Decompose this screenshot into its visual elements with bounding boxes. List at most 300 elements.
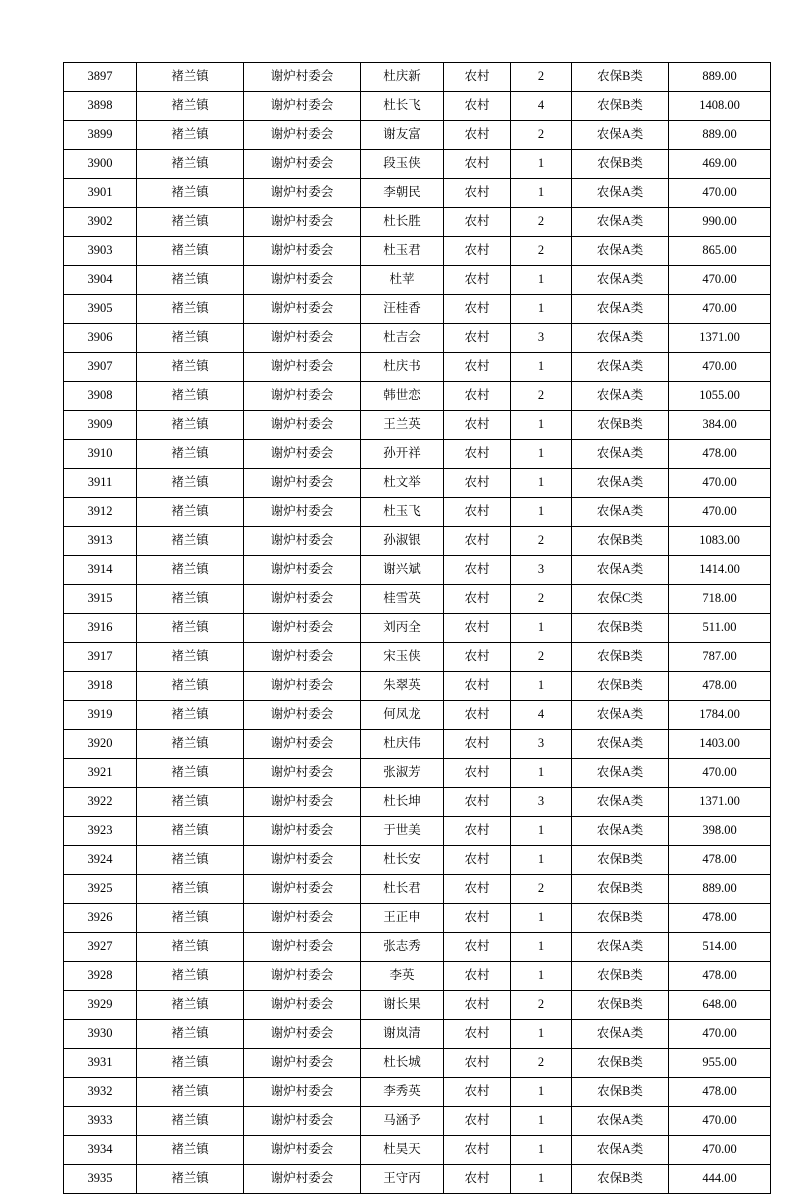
row-category: 农保A类	[572, 208, 669, 237]
row-id: 3934	[64, 1136, 137, 1165]
row-village: 谢炉村委会	[244, 1078, 361, 1107]
row-amount: 478.00	[669, 1078, 771, 1107]
row-id: 3908	[64, 382, 137, 411]
table-row	[64, 121, 771, 150]
table-row	[64, 469, 771, 498]
row-name: 何凤龙	[361, 701, 444, 730]
table-row	[64, 672, 771, 701]
table-row	[64, 1107, 771, 1136]
row-name: 李秀英	[361, 1078, 444, 1107]
row-amount: 470.00	[669, 295, 771, 324]
row-category: 农保C类	[572, 585, 669, 614]
row-id: 3920	[64, 730, 137, 759]
row-amount: 478.00	[669, 962, 771, 991]
table-row	[64, 701, 771, 730]
row-town: 褚兰镇	[137, 179, 244, 208]
table-row	[64, 92, 771, 121]
row-household-type: 农村	[444, 788, 511, 817]
row-category: 农保A类	[572, 382, 669, 411]
row-category: 农保A类	[572, 266, 669, 295]
table-row	[64, 1165, 771, 1194]
row-id: 3910	[64, 440, 137, 469]
row-village: 谢炉村委会	[244, 904, 361, 933]
row-name: 杜文举	[361, 469, 444, 498]
row-village: 谢炉村委会	[244, 1136, 361, 1165]
row-person-count: 1	[511, 1107, 572, 1136]
row-category: 农保B类	[572, 150, 669, 179]
row-category: 农保A类	[572, 759, 669, 788]
row-town: 褚兰镇	[137, 527, 244, 556]
row-amount: 470.00	[669, 469, 771, 498]
row-person-count: 1	[511, 962, 572, 991]
row-town: 褚兰镇	[137, 556, 244, 585]
row-village: 谢炉村委会	[244, 237, 361, 266]
row-category: 农保A类	[572, 179, 669, 208]
table-row	[64, 324, 771, 353]
row-household-type: 农村	[444, 643, 511, 672]
row-town: 褚兰镇	[137, 63, 244, 92]
row-id: 3933	[64, 1107, 137, 1136]
row-household-type: 农村	[444, 759, 511, 788]
row-name: 王兰英	[361, 411, 444, 440]
row-id: 3922	[64, 788, 137, 817]
row-category: 农保A类	[572, 121, 669, 150]
row-amount: 470.00	[669, 759, 771, 788]
row-name: 杜玉飞	[361, 498, 444, 527]
row-category: 农保B类	[572, 904, 669, 933]
row-id: 3932	[64, 1078, 137, 1107]
row-town: 褚兰镇	[137, 150, 244, 179]
row-village: 谢炉村委会	[244, 875, 361, 904]
row-village: 谢炉村委会	[244, 440, 361, 469]
row-name: 汪桂香	[361, 295, 444, 324]
row-town: 褚兰镇	[137, 469, 244, 498]
row-name: 谢兴斌	[361, 556, 444, 585]
row-id: 3929	[64, 991, 137, 1020]
row-id: 3905	[64, 295, 137, 324]
row-person-count: 1	[511, 150, 572, 179]
row-household-type: 农村	[444, 730, 511, 759]
row-id: 3919	[64, 701, 137, 730]
row-amount: 478.00	[669, 904, 771, 933]
row-town: 褚兰镇	[137, 991, 244, 1020]
row-town: 褚兰镇	[137, 353, 244, 382]
row-town: 褚兰镇	[137, 498, 244, 527]
row-amount: 889.00	[669, 63, 771, 92]
row-name: 朱翠英	[361, 672, 444, 701]
row-village: 谢炉村委会	[244, 1165, 361, 1194]
row-person-count: 2	[511, 121, 572, 150]
row-person-count: 2	[511, 63, 572, 92]
row-category: 农保B类	[572, 411, 669, 440]
table-row	[64, 1049, 771, 1078]
row-person-count: 1	[511, 295, 572, 324]
row-id: 3928	[64, 962, 137, 991]
row-household-type: 农村	[444, 585, 511, 614]
table-row	[64, 498, 771, 527]
row-amount: 478.00	[669, 846, 771, 875]
row-household-type: 农村	[444, 63, 511, 92]
table-row	[64, 179, 771, 208]
row-name: 李英	[361, 962, 444, 991]
row-id: 3903	[64, 237, 137, 266]
row-amount: 444.00	[669, 1165, 771, 1194]
table-row	[64, 266, 771, 295]
table-row	[64, 208, 771, 237]
row-person-count: 1	[511, 440, 572, 469]
row-category: 农保A类	[572, 817, 669, 846]
row-amount: 990.00	[669, 208, 771, 237]
row-amount: 384.00	[669, 411, 771, 440]
row-id: 3909	[64, 411, 137, 440]
row-household-type: 农村	[444, 1165, 511, 1194]
row-town: 褚兰镇	[137, 933, 244, 962]
row-id: 3925	[64, 875, 137, 904]
table-row	[64, 759, 771, 788]
row-id: 3898	[64, 92, 137, 121]
row-town: 褚兰镇	[137, 585, 244, 614]
row-category: 农保A类	[572, 701, 669, 730]
row-amount: 1371.00	[669, 788, 771, 817]
row-household-type: 农村	[444, 121, 511, 150]
row-household-type: 农村	[444, 614, 511, 643]
row-amount: 718.00	[669, 585, 771, 614]
row-id: 3924	[64, 846, 137, 875]
row-id: 3930	[64, 1020, 137, 1049]
row-village: 谢炉村委会	[244, 788, 361, 817]
row-person-count: 1	[511, 411, 572, 440]
table-row	[64, 991, 771, 1020]
row-town: 褚兰镇	[137, 382, 244, 411]
row-id: 3904	[64, 266, 137, 295]
row-amount: 514.00	[669, 933, 771, 962]
row-village: 谢炉村委会	[244, 1107, 361, 1136]
row-town: 褚兰镇	[137, 1049, 244, 1078]
row-village: 谢炉村委会	[244, 266, 361, 295]
row-name: 谢岚清	[361, 1020, 444, 1049]
row-category: 农保A类	[572, 324, 669, 353]
row-household-type: 农村	[444, 527, 511, 556]
row-village: 谢炉村委会	[244, 92, 361, 121]
row-category: 农保B类	[572, 846, 669, 875]
row-household-type: 农村	[444, 440, 511, 469]
table-row	[64, 614, 771, 643]
row-person-count: 2	[511, 875, 572, 904]
row-household-type: 农村	[444, 266, 511, 295]
row-id: 3902	[64, 208, 137, 237]
row-person-count: 4	[511, 701, 572, 730]
row-id: 3935	[64, 1165, 137, 1194]
table-row	[64, 933, 771, 962]
row-household-type: 农村	[444, 1049, 511, 1078]
row-household-type: 农村	[444, 324, 511, 353]
row-person-count: 4	[511, 92, 572, 121]
row-amount: 889.00	[669, 875, 771, 904]
row-category: 农保A类	[572, 933, 669, 962]
row-amount: 470.00	[669, 266, 771, 295]
row-person-count: 3	[511, 788, 572, 817]
row-category: 农保B类	[572, 527, 669, 556]
row-id: 3913	[64, 527, 137, 556]
row-id: 3915	[64, 585, 137, 614]
row-person-count: 1	[511, 179, 572, 208]
row-name: 杜昊天	[361, 1136, 444, 1165]
row-person-count: 1	[511, 817, 572, 846]
table-row	[64, 527, 771, 556]
row-category: 农保A类	[572, 353, 669, 382]
row-village: 谢炉村委会	[244, 585, 361, 614]
row-id: 3916	[64, 614, 137, 643]
row-person-count: 1	[511, 759, 572, 788]
row-category: 农保B类	[572, 92, 669, 121]
row-name: 杜苹	[361, 266, 444, 295]
row-id: 3921	[64, 759, 137, 788]
row-id: 3912	[64, 498, 137, 527]
row-person-count: 3	[511, 730, 572, 759]
row-person-count: 2	[511, 527, 572, 556]
row-town: 褚兰镇	[137, 672, 244, 701]
row-category: 农保A类	[572, 237, 669, 266]
row-person-count: 1	[511, 353, 572, 382]
row-name: 韩世恋	[361, 382, 444, 411]
beneficiary-table	[63, 62, 771, 1194]
table-row	[64, 1136, 771, 1165]
row-category: 农保A类	[572, 730, 669, 759]
row-household-type: 农村	[444, 498, 511, 527]
row-household-type: 农村	[444, 991, 511, 1020]
row-person-count: 1	[511, 672, 572, 701]
table-body	[64, 63, 771, 1194]
row-category: 农保A类	[572, 1136, 669, 1165]
row-name: 张淑芳	[361, 759, 444, 788]
row-village: 谢炉村委会	[244, 672, 361, 701]
row-household-type: 农村	[444, 1136, 511, 1165]
row-category: 农保A类	[572, 469, 669, 498]
row-town: 褚兰镇	[137, 1165, 244, 1194]
row-amount: 469.00	[669, 150, 771, 179]
table-row	[64, 1020, 771, 1049]
row-category: 农保A类	[572, 788, 669, 817]
row-household-type: 农村	[444, 556, 511, 585]
row-village: 谢炉村委会	[244, 933, 361, 962]
row-household-type: 农村	[444, 817, 511, 846]
row-village: 谢炉村委会	[244, 759, 361, 788]
table-row	[64, 817, 771, 846]
row-name: 王正申	[361, 904, 444, 933]
row-town: 褚兰镇	[137, 324, 244, 353]
row-household-type: 农村	[444, 875, 511, 904]
row-household-type: 农村	[444, 411, 511, 440]
table-row	[64, 440, 771, 469]
row-village: 谢炉村委会	[244, 1020, 361, 1049]
table-row	[64, 846, 771, 875]
row-amount: 648.00	[669, 991, 771, 1020]
row-town: 褚兰镇	[137, 1107, 244, 1136]
row-amount: 865.00	[669, 237, 771, 266]
row-household-type: 农村	[444, 92, 511, 121]
row-household-type: 农村	[444, 1020, 511, 1049]
row-village: 谢炉村委会	[244, 121, 361, 150]
row-name: 谢长果	[361, 991, 444, 1020]
row-town: 褚兰镇	[137, 846, 244, 875]
row-amount: 511.00	[669, 614, 771, 643]
row-person-count: 2	[511, 382, 572, 411]
row-name: 张志秀	[361, 933, 444, 962]
row-village: 谢炉村委会	[244, 150, 361, 179]
row-village: 谢炉村委会	[244, 469, 361, 498]
row-amount: 470.00	[669, 1136, 771, 1165]
row-village: 谢炉村委会	[244, 614, 361, 643]
row-category: 农保B类	[572, 1078, 669, 1107]
row-amount: 1371.00	[669, 324, 771, 353]
table-row	[64, 585, 771, 614]
row-household-type: 农村	[444, 672, 511, 701]
row-person-count: 2	[511, 237, 572, 266]
row-household-type: 农村	[444, 846, 511, 875]
row-village: 谢炉村委会	[244, 411, 361, 440]
row-town: 褚兰镇	[137, 614, 244, 643]
row-name: 于世美	[361, 817, 444, 846]
row-category: 农保B类	[572, 1165, 669, 1194]
row-person-count: 1	[511, 1078, 572, 1107]
row-town: 褚兰镇	[137, 1136, 244, 1165]
row-household-type: 农村	[444, 1107, 511, 1136]
row-id: 3900	[64, 150, 137, 179]
row-amount: 1408.00	[669, 92, 771, 121]
row-town: 褚兰镇	[137, 440, 244, 469]
row-category: 农保A类	[572, 440, 669, 469]
row-town: 褚兰镇	[137, 411, 244, 440]
row-name: 李朝民	[361, 179, 444, 208]
row-town: 褚兰镇	[137, 643, 244, 672]
row-household-type: 农村	[444, 150, 511, 179]
row-id: 3911	[64, 469, 137, 498]
row-person-count: 3	[511, 324, 572, 353]
row-id: 3931	[64, 1049, 137, 1078]
table-row	[64, 643, 771, 672]
row-person-count: 1	[511, 614, 572, 643]
row-category: 农保A类	[572, 295, 669, 324]
row-person-count: 2	[511, 208, 572, 237]
row-amount: 470.00	[669, 353, 771, 382]
row-amount: 398.00	[669, 817, 771, 846]
row-person-count: 1	[511, 1020, 572, 1049]
table-row	[64, 962, 771, 991]
row-household-type: 农村	[444, 237, 511, 266]
row-person-count: 1	[511, 469, 572, 498]
row-name: 刘丙全	[361, 614, 444, 643]
row-category: 农保A类	[572, 1107, 669, 1136]
row-name: 杜长君	[361, 875, 444, 904]
row-person-count: 2	[511, 585, 572, 614]
row-person-count: 2	[511, 1049, 572, 1078]
row-name: 杜长胜	[361, 208, 444, 237]
row-household-type: 农村	[444, 179, 511, 208]
row-name: 杜庆伟	[361, 730, 444, 759]
row-household-type: 农村	[444, 904, 511, 933]
row-household-type: 农村	[444, 933, 511, 962]
row-id: 3899	[64, 121, 137, 150]
row-name: 杜庆书	[361, 353, 444, 382]
row-village: 谢炉村委会	[244, 991, 361, 1020]
row-village: 谢炉村委会	[244, 846, 361, 875]
row-name: 谢友富	[361, 121, 444, 150]
row-village: 谢炉村委会	[244, 63, 361, 92]
row-category: 农保A类	[572, 1020, 669, 1049]
row-household-type: 农村	[444, 353, 511, 382]
row-id: 3901	[64, 179, 137, 208]
row-name: 杜庆新	[361, 63, 444, 92]
row-village: 谢炉村委会	[244, 498, 361, 527]
row-town: 褚兰镇	[137, 788, 244, 817]
table-row	[64, 382, 771, 411]
row-person-count: 1	[511, 266, 572, 295]
row-village: 谢炉村委会	[244, 324, 361, 353]
table-row	[64, 875, 771, 904]
row-town: 褚兰镇	[137, 962, 244, 991]
row-village: 谢炉村委会	[244, 382, 361, 411]
row-name: 宋玉侠	[361, 643, 444, 672]
row-household-type: 农村	[444, 382, 511, 411]
row-name: 桂雪英	[361, 585, 444, 614]
row-category: 农保B类	[572, 643, 669, 672]
table-row	[64, 295, 771, 324]
row-person-count: 2	[511, 991, 572, 1020]
row-person-count: 1	[511, 904, 572, 933]
row-category: 农保B类	[572, 614, 669, 643]
table-row	[64, 1078, 771, 1107]
row-category: 农保B类	[572, 962, 669, 991]
row-town: 褚兰镇	[137, 237, 244, 266]
row-person-count: 3	[511, 556, 572, 585]
row-id: 3923	[64, 817, 137, 846]
row-town: 褚兰镇	[137, 266, 244, 295]
row-town: 褚兰镇	[137, 295, 244, 324]
table-row	[64, 904, 771, 933]
row-name: 孙淑银	[361, 527, 444, 556]
row-town: 褚兰镇	[137, 121, 244, 150]
row-id: 3918	[64, 672, 137, 701]
row-village: 谢炉村委会	[244, 730, 361, 759]
row-amount: 1414.00	[669, 556, 771, 585]
row-id: 3917	[64, 643, 137, 672]
row-category: 农保B类	[572, 875, 669, 904]
row-household-type: 农村	[444, 962, 511, 991]
row-name: 杜长坤	[361, 788, 444, 817]
row-id: 3897	[64, 63, 137, 92]
row-town: 褚兰镇	[137, 730, 244, 759]
row-village: 谢炉村委会	[244, 527, 361, 556]
row-id: 3907	[64, 353, 137, 382]
row-amount: 470.00	[669, 498, 771, 527]
row-amount: 1083.00	[669, 527, 771, 556]
row-village: 谢炉村委会	[244, 1049, 361, 1078]
row-village: 谢炉村委会	[244, 817, 361, 846]
row-amount: 1784.00	[669, 701, 771, 730]
row-name: 马涵予	[361, 1107, 444, 1136]
table-row	[64, 237, 771, 266]
table-row	[64, 353, 771, 382]
row-household-type: 农村	[444, 1078, 511, 1107]
row-village: 谢炉村委会	[244, 643, 361, 672]
row-town: 褚兰镇	[137, 92, 244, 121]
row-person-count: 1	[511, 1136, 572, 1165]
row-amount: 955.00	[669, 1049, 771, 1078]
row-name: 杜玉君	[361, 237, 444, 266]
row-amount: 470.00	[669, 1107, 771, 1136]
row-name: 杜长飞	[361, 92, 444, 121]
table-row	[64, 730, 771, 759]
